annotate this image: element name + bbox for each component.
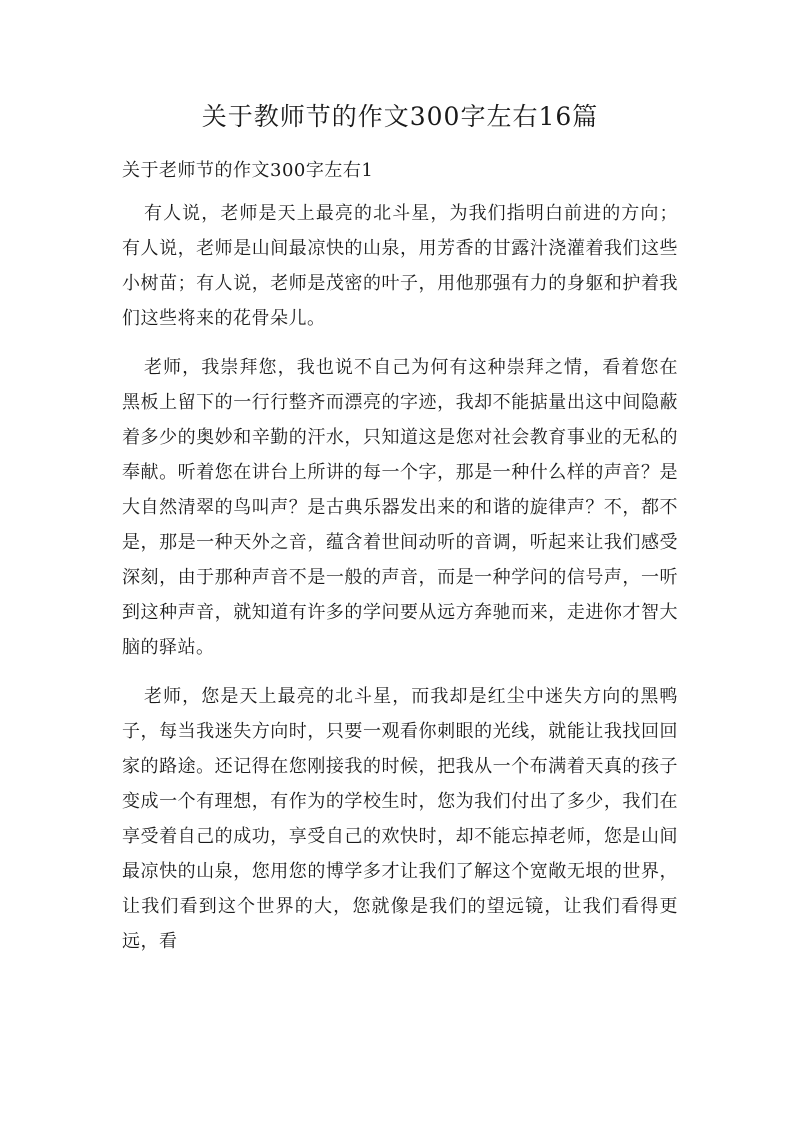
- paragraph: 老师，我崇拜您，我也说不自己为何有这种崇拜之情，看着您在黑板上留下的一行行整齐而漂亮的字迹，我却不能掂量出这中间隐蔽着多少的奥妙和辛勤的汗水，只知道这是您对社会教育事业的无私的奉献。听着您在讲台上所讲的每一个字，那是一种什么样的声音？是大自然清翠的鸟叫声？是古典乐器发出来的和谐的旋律声？不，都不是，那是一种天外之音，蕴含着世间动听的音调，听起来让我们感受深刻，由于那种声音不是一般的声音，而是一种学问的信号声，一听到这种声音，就知道有许多的学问要从远方奔驰而来，走进你才智大脑的驿站。: [122, 357, 678, 658]
- paragraph: 老师，您是天上最亮的北斗星，而我却是红尘中迷失方向的黑鸭子，每当我迷失方向时，只要一观看你刺眼的光线，就能让我找回回家的路途。还记得在您刚接我的时候，把我从一个布满着天真的孩子变成一个有理想，有作为的学校生时，您为我们付出了多少，我们在享受着自己的成功，享受自己的欢快时，却不能忘掉老师，您是山间最凉快的山泉，您用您的博学多才让我们了解这个宽敞无垠的世界，让我们看到这个世界的大，您就像是我们的望远镜，让我们看得更远，看: [122, 686, 678, 952]
- document-title: 关于教师节的作文300字左右16篇: [201, 102, 599, 131]
- section-heading: 关于老师节的作文300字左右1: [122, 160, 374, 181]
- document-body: [122, 196, 678, 973]
- paragraph: 有人说，老师是天上最亮的北斗星，为我们指明白前进的方向；有人说，老师是山间最凉快的山泉，用芳香的甘露汁浇灌着我们这些小树苗；有人说，老师是茂密的叶子，用他那强有力的身躯和护着我们这些将来的花骨朵儿。: [122, 203, 678, 329]
